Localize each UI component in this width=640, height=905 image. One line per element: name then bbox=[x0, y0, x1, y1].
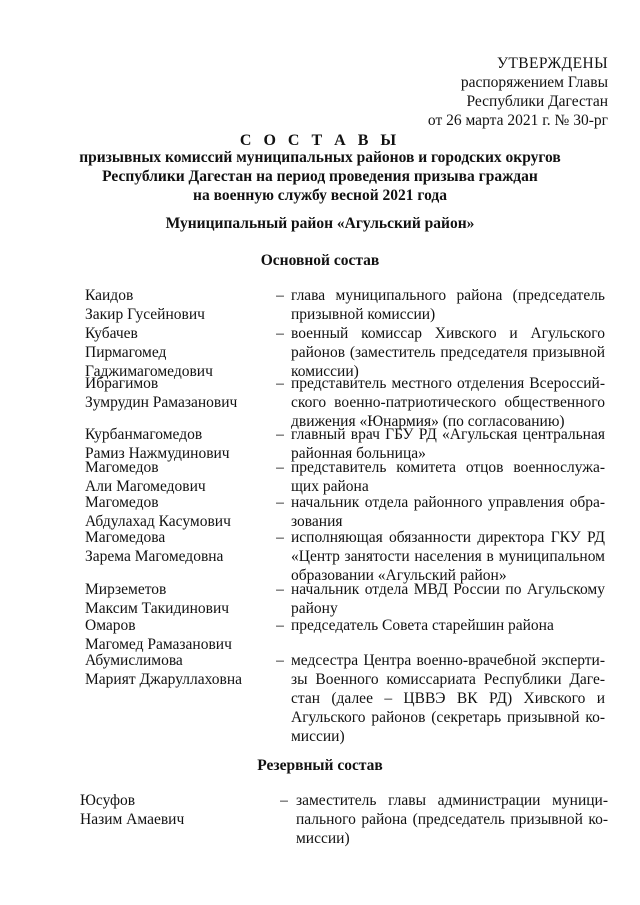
subtitle-line: Республики Дагестан на период проведения призыва граждан bbox=[102, 168, 538, 185]
member-name bbox=[85, 458, 275, 496]
role-line: председатель Совета старейшин района bbox=[291, 617, 554, 634]
member-dash: – bbox=[280, 792, 288, 809]
member-role bbox=[291, 528, 605, 585]
role-line: стан (далее – ЦВВЭ ВК РД) Хивского и bbox=[291, 690, 605, 707]
member-given-name: Али Магомедович bbox=[85, 478, 206, 495]
member-given-name: Максим Такидинович bbox=[85, 600, 230, 617]
member-surname: Омаров bbox=[85, 617, 136, 634]
role-line: комиссии) bbox=[291, 363, 359, 380]
approval-date: от 26 марта 2021 г. № 30-рг bbox=[427, 112, 608, 129]
member-role bbox=[291, 580, 605, 618]
member-dash: – bbox=[276, 375, 284, 392]
member-surname: Магомедова bbox=[85, 529, 166, 546]
role-line: медсестра Центра военно-врачебной эксперти- bbox=[291, 652, 605, 669]
main-section-heading: Основной состав bbox=[260, 252, 380, 269]
role-line: зы Военного комиссариата Республики Даге- bbox=[291, 671, 605, 688]
member-given-name: Рамиз Нажмудинович bbox=[85, 445, 230, 462]
member-dash: – bbox=[276, 652, 284, 669]
role-line: зования bbox=[291, 513, 343, 530]
member-dash: – bbox=[276, 325, 284, 342]
role-line: начальник отдела районного управления обра- bbox=[291, 494, 605, 511]
approval-line: Республики Дагестан bbox=[466, 93, 608, 110]
subtitle-line: на военную службу весной 2021 года bbox=[193, 187, 447, 204]
member-role bbox=[291, 374, 605, 431]
role-line: Агульского районов (секретарь призывной ко- bbox=[291, 709, 605, 726]
role-line: представитель комитета отцов военнослужа- bbox=[291, 459, 605, 476]
member-name bbox=[85, 580, 275, 618]
approval-stamp bbox=[418, 54, 608, 130]
role-line: главный врач ГБУ РД «Агульская центральная bbox=[291, 426, 605, 443]
member-surname: Магомедов bbox=[85, 459, 159, 476]
member-surname: Магомедов bbox=[85, 494, 159, 511]
role-line: заместитель главы администрации муници- bbox=[296, 792, 608, 809]
member-surname: Абумислимова bbox=[85, 652, 183, 669]
member-given-name: Закир Гусейнович bbox=[85, 306, 205, 323]
member-patronymic: Гаджимагомедович bbox=[85, 363, 213, 380]
role-line: районов (заместитель председателя призывной bbox=[291, 344, 605, 361]
member-role bbox=[291, 493, 605, 531]
member-surname: Курбанмагомедов bbox=[85, 426, 203, 443]
member-given-name: Зумрудин Рамазанович bbox=[85, 394, 238, 411]
member-given-name: Марият Джаруллаховна bbox=[85, 671, 243, 688]
subtitle-line: призывных комиссий муниципальных районов и городских округов bbox=[79, 149, 561, 166]
role-line: начальник отдела МВД России по Агульскому bbox=[291, 581, 605, 598]
member-name bbox=[85, 651, 275, 689]
member-role bbox=[291, 286, 605, 324]
role-line: миссии) bbox=[296, 830, 350, 847]
document-subtitle bbox=[0, 148, 640, 205]
member-given-name: Назим Амаевич bbox=[80, 811, 185, 828]
member-dash: – bbox=[276, 494, 284, 511]
member-given-name: Магомед Рамазанович bbox=[85, 636, 232, 653]
member-name bbox=[85, 528, 275, 566]
role-line: движения «Юнармия» (по согласованию) bbox=[291, 413, 565, 430]
member-name bbox=[85, 616, 275, 654]
member-surname: Ибрагимов bbox=[85, 375, 159, 392]
member-role bbox=[291, 616, 605, 635]
role-line: глава муниципального района (председатель bbox=[291, 287, 605, 304]
district-heading: Муниципальный район «Агульский район» bbox=[165, 215, 475, 232]
member-surname: Мирземетов bbox=[85, 581, 167, 598]
role-line: щих района bbox=[291, 478, 369, 495]
role-line: призывной комиссии) bbox=[291, 306, 436, 323]
reserve-section-heading: Резервный состав bbox=[257, 757, 383, 774]
member-name bbox=[80, 791, 270, 829]
role-line: «Центр занятости населения в муниципальном bbox=[291, 548, 605, 565]
member-name bbox=[85, 286, 275, 324]
member-name bbox=[85, 374, 275, 412]
role-line: районная больница» bbox=[291, 445, 426, 462]
member-dash: – bbox=[276, 426, 284, 443]
member-dash: – bbox=[276, 617, 284, 634]
member-surname: Юсуфов bbox=[80, 792, 136, 809]
member-role bbox=[291, 324, 605, 381]
role-line: ского военно-патриотического общественного bbox=[291, 394, 605, 411]
role-line: миссии) bbox=[291, 728, 345, 745]
approval-heading: УТВЕРЖДЕНЫ bbox=[497, 55, 608, 72]
member-name bbox=[85, 324, 275, 381]
member-dash: – bbox=[276, 529, 284, 546]
member-name bbox=[85, 493, 275, 531]
role-line: району bbox=[291, 600, 338, 617]
member-given-name: Пирмагомед bbox=[85, 344, 167, 361]
member-given-name: Зарема Магомедовна bbox=[85, 548, 224, 565]
member-given-name: Абдулахад Касумович bbox=[85, 513, 231, 530]
member-role bbox=[296, 791, 608, 848]
member-role bbox=[291, 458, 605, 496]
role-line: пального района (председатель призывной ко- bbox=[296, 811, 608, 828]
member-dash: – bbox=[276, 581, 284, 598]
document-title: С О С Т А В Ы bbox=[239, 132, 401, 149]
role-line: исполняющая обязанности директора ГКУ РД bbox=[291, 529, 605, 546]
member-dash: – bbox=[276, 459, 284, 476]
member-surname: Кубачев bbox=[85, 325, 138, 342]
member-dash: – bbox=[276, 287, 284, 304]
member-role bbox=[291, 651, 605, 746]
role-line: военный комиссар Хивского и Агульского bbox=[291, 325, 605, 342]
approval-line: распоряжением Главы bbox=[460, 74, 608, 91]
role-line: представитель местного отделения Всероссий- bbox=[291, 375, 605, 392]
role-line: образовании «Агульский район» bbox=[291, 567, 507, 584]
member-surname: Каидов bbox=[85, 287, 134, 304]
